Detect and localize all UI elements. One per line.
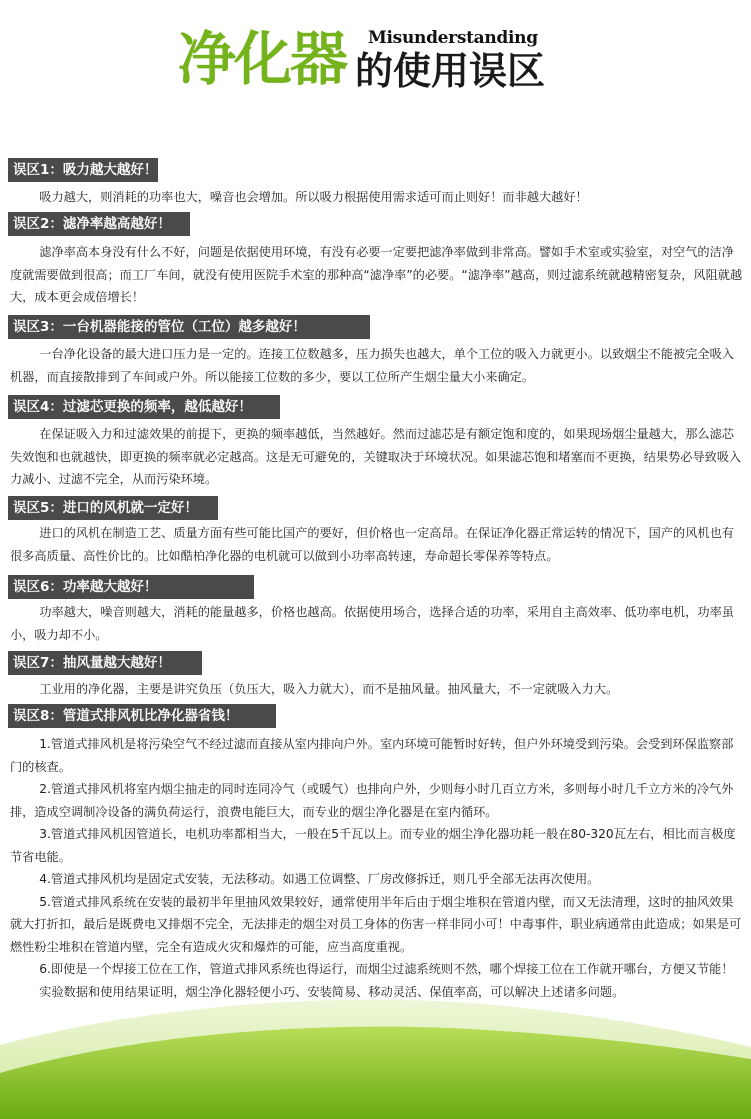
title-main: 净化器 — [178, 25, 347, 93]
section-8-paragraph: 1.管道式排风机是将污染空气不经过滤而直接从室内排向户外。室内环境可能暂时好转，但户外环境受到污染。会受到环保监察部门的核查。 — [10, 737, 734, 774]
section-8-paragraph: 5.管道式排风系统在安装的最初半年里抽风效果较好，通常使用半年后由于烟尘堆积在管道内壁，而又无法清理，这时的抽风效果就大打折扣，最后是既费电又排烟不完全，无法排走的烟尘对员工身体的伤害一样非同小可！中毒事件，职业病通常由此造成；如果是可燃性粉尘堆积在管道内壁，完全有造成火灾和爆炸的可能，应当高度重视。 — [10, 894, 742, 954]
title-sub: 的使用误区 — [355, 49, 546, 93]
section-4-body — [10, 423, 745, 491]
section-1-paragraph: 吸力越大，则消耗的功率也大，噪音也会增加。所以吸力根据使用需求适可而止则好！而非越大越好！ — [39, 190, 588, 204]
section-8-paragraph: 实验数据和使用结果证明，烟尘净化器轻便小巧、安装简易、移动灵活、保值率高，可以解决上述诸多问题。 — [39, 984, 625, 999]
section-8-paragraph: 3.管道式排风机因管道长，电机功率都相当大，一般在5千瓦以上。而专业的烟尘净化器功耗一般在80-320瓦左右，相比而言极度节省电能。 — [10, 827, 736, 864]
section-7-label: 误区7：抽风量越大越好！ — [8, 651, 202, 675]
section-1-label: 误区1：吸力越大越好！ — [8, 158, 158, 182]
section-8-paragraph: 2.管道式排风机将室内烟尘抽走的同时连同冷气（或暖气）也排向户外，少则每小时几百立方米，多则每小时几千立方米的冷气外排，造成空调制冷设备的满负荷运行，浪费电能巨大，而专业的烟尘净化器是在室内循环。 — [10, 782, 734, 819]
section-8-label: 误区8：管道式排风机比净化器省钱！ — [8, 704, 276, 728]
section-6-body — [10, 601, 745, 646]
page-header — [0, 0, 751, 120]
section-4-paragraph: 在保证吸入力和过滤效果的前提下，更换的频率越低，当然越好。然而过滤芯是有额定饱和度的，如果现场烟尘量越大，那么滤芯失效饱和也就越快，即更换的频率就必定越高。这是无可避免的，关键取决于环境状况。如果滤芯饱和堵塞而不更换，结果势必导致吸入力减小、过滤不完全，从而污染环境。 — [10, 427, 742, 486]
section-1-body — [10, 186, 745, 209]
section-7-paragraph: 工业用的净化器，主要是讲究负压（负压大，吸入力就大），而不是抽风量。抽风量大，不一定就吸入力大。 — [39, 682, 619, 696]
section-3-paragraph: 一台净化设备的最大进口压力是一定的。连接工位数越多，压力损失也越大，单个工位的吸入力就更小。以致烟尘不能被完全吸入机器，而直接散排到了车间或户外。所以能接工位数的多少，要以工位所产生烟尘量大小来确定。 — [10, 347, 734, 384]
section-2-paragraph: 滤净率高本身没有什么不好，问题是依据使用环境，有没有必要一定要把滤净率做到非常高。譬如手术室或实验室，对空气的洁净度就需要做到很高；而工厂车间，就没有使用医院手术室的那种高“滤净率”的必要。“滤净率”越高，则过滤系统就越精密复杂，风阻就越大，成本更会成倍增长！ — [10, 245, 743, 304]
section-2-body — [10, 241, 745, 309]
section-8-paragraph: 6.即使是一个焊接工位在工作，管道式排风系统也得运行，而烟尘过滤系统则不然，哪个焊接工位在工作就开哪台，方便又节能！ — [39, 962, 734, 976]
section-5-body — [10, 522, 745, 567]
title-english: Misunderstanding — [368, 28, 538, 48]
section-5-paragraph: 进口的风机在制造工艺、质量方面有些可能比国产的要好，但价格也一定高昂。在保证净化器正常运转的情况下，国产的风机也有很多高质量、高性价比的。比如酷柏净化器的电机就可以做到小功率高转速，寿命超长零保养等特点。 — [10, 526, 734, 563]
section-7-body — [10, 678, 745, 701]
section-2-label: 误区2：滤净率越高越好！ — [8, 212, 190, 236]
section-8-paragraph: 4.管道式排风机均是固定式安装，无法移动。如遇工位调整、厂房改修拆迁，则几乎全部无法再次使用。 — [39, 872, 600, 886]
section-8-body — [10, 733, 745, 1003]
section-6-paragraph: 功率越大，噪音则越大，消耗的能量越多，价格也越高。依据使用场合，选择合适的功率，采用自主高效率、低功率电机，功率虽小，吸力却不小。 — [10, 605, 734, 642]
section-6-label: 误区6：功率越大越好！ — [8, 575, 254, 599]
section-3-body — [10, 343, 745, 388]
bottom-wave-decoration — [0, 985, 751, 1119]
section-3-label: 误区3：一台机器能接的管位（工位）越多越好！ — [8, 315, 370, 339]
section-4-label: 误区4：过滤芯更换的频率，越低越好！ — [8, 395, 280, 419]
section-5-label: 误区5：进口的风机就一定好！ — [8, 496, 218, 520]
